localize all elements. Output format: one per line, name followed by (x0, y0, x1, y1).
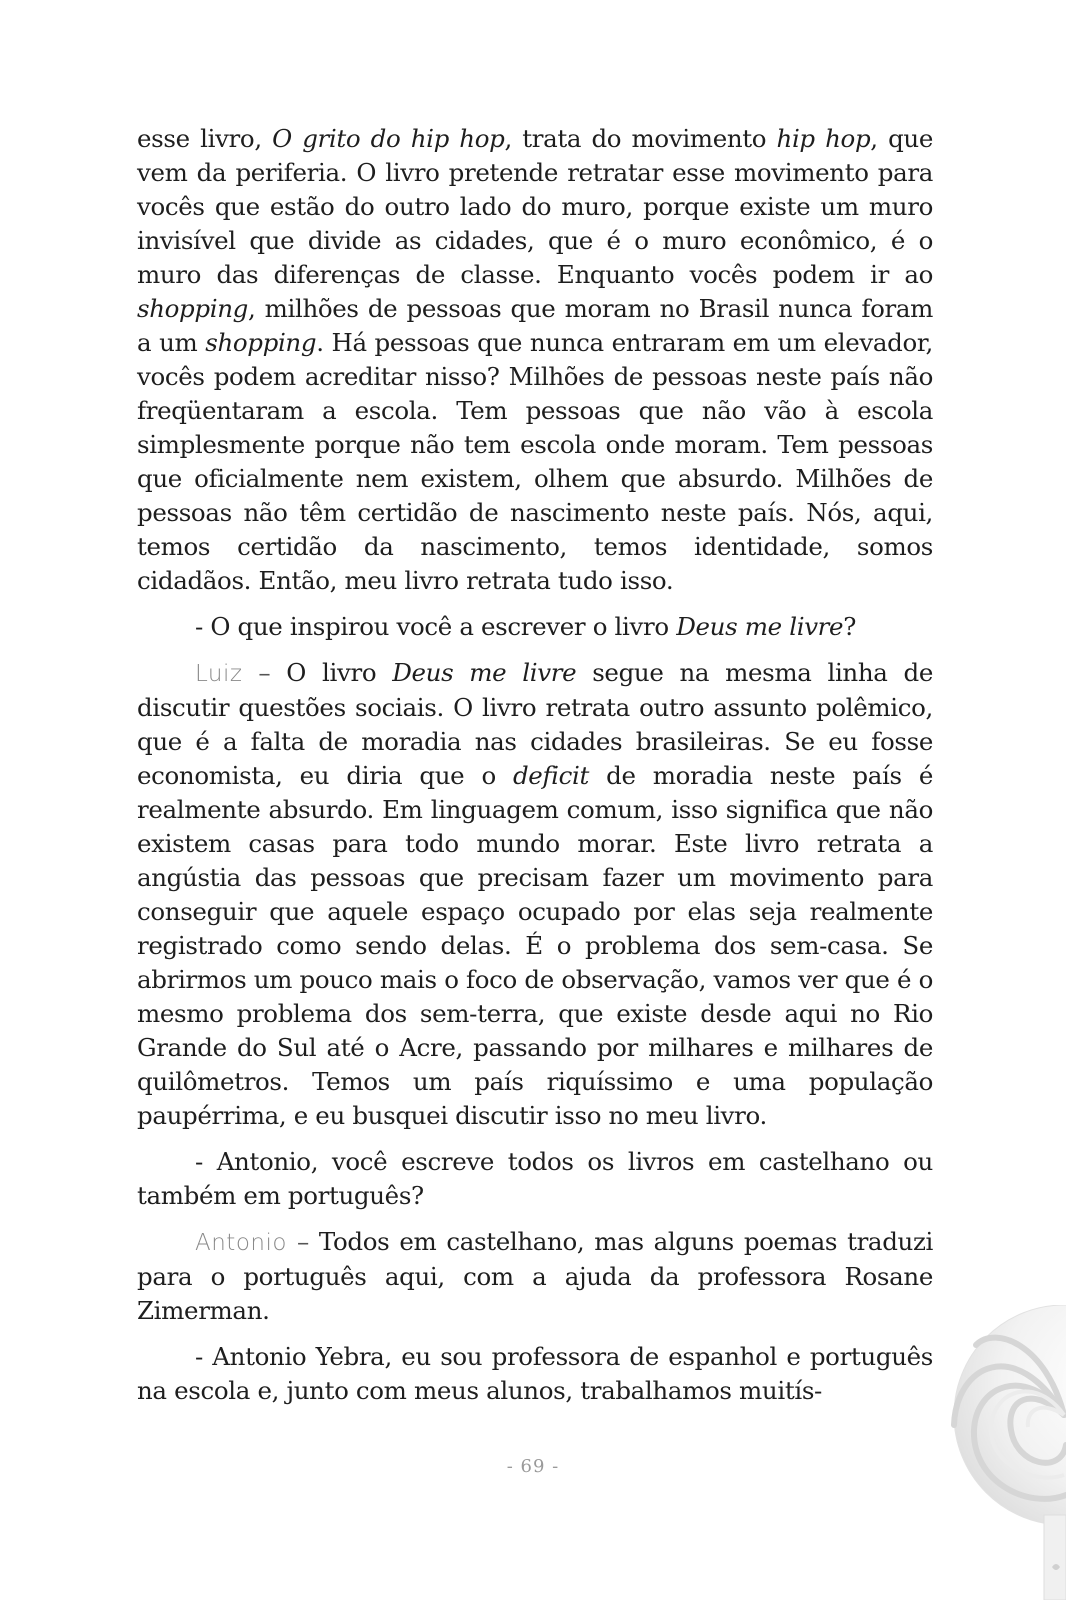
lollipop-illustration (936, 1305, 1066, 1600)
text-run: , que vem da periferia. O livro pretende retratar esse movimento para vocês que estão do outro lado do muro, porque existe um muro invisível que divide as cidades, que é o muro econômico, é o muro das diferenças de classe. Enquanto vocês podem ir ao (137, 124, 933, 289)
italic-term: O grito do hip hop (272, 124, 505, 153)
italic-term: deficit (512, 761, 590, 790)
text-run: Todos em castelhano, mas alguns poemas traduzi para o português aqui, com a ajuda da professora Rosane Zimerman. (137, 1227, 933, 1325)
speaker-label: Antonio (195, 1230, 287, 1256)
text-run: - Antonio, você escreve todos os livros em castelhano ou também em português? (137, 1147, 933, 1210)
text-run: , trata do movimento (504, 124, 777, 153)
speaker-dash: – (286, 1227, 319, 1256)
speaker-dash: – (242, 658, 287, 687)
italic-term: Deus me livre (392, 658, 577, 687)
text-run: segue na mesma linha de discutir questões sociais. O livro retrata outro assunto polêmico, que é a falta de moradia nas cidades brasileiras. Se eu fosse economista, eu diria que o (137, 658, 933, 790)
paragraph-p6 (137, 1340, 933, 1408)
paragraph-p4 (137, 1145, 933, 1213)
text-run: , milhões de pessoas que moram no Brasil nunca foram a um (137, 294, 933, 357)
paragraph-p1 (137, 122, 933, 598)
text-run: O livro (286, 658, 393, 687)
speaker-label: Luiz (195, 661, 243, 687)
text-run: - O que inspirou você a escrever o livro (195, 612, 677, 641)
text-run: esse livro, (137, 124, 273, 153)
body-text (137, 122, 933, 1408)
italic-term: shopping (137, 294, 248, 323)
text-run: ? (843, 612, 856, 641)
paragraph-p5 (137, 1225, 933, 1328)
text-run: de moradia neste país é realmente absurdo. Em linguagem comum, isso significa que não existem casas para todo mundo morar. Este livro retrata a angústia das pessoas que precisam fazer um movimento para conseguir que aquele espaço ocupado por elas seja realmente registrado como sendo delas. É o problema dos sem-casa. Se abrirmos um pouco mais o foco de observação, vamos ver que é o mesmo problema dos sem-terra, que existe desde aqui no Rio Grande do Sul até o Acre, passando por milhares e milhares de quilômetros. Temos um país riquíssimo e uma população paupérrima, e eu busquei discutir isso no meu livro. (137, 761, 933, 1130)
page-number: - 69 - (506, 1456, 560, 1477)
paragraph-p3 (137, 656, 933, 1133)
italic-term: hip hop (776, 124, 871, 153)
italic-term: Deus me livre (676, 612, 844, 641)
text-run: . Há pessoas que nunca entraram em um elevador, vocês podem acreditar nisso? Milhões de pessoas neste país não freqüentaram a escola. Tem pessoas que não vão à escola simplesmente porque não tem escola onde moram. Tem pessoas que oficialmente nem existem, olhem que absurdo. Milhões de pessoas não têm certidão de nascimento neste país. Nós, aqui, temos certidão da nascimento, temos identidade, somos cidadãos. Então, meu livro retrata tudo isso. (137, 328, 933, 595)
italic-term: shopping (205, 328, 317, 357)
paragraph-p2 (137, 610, 933, 644)
text-run: - Antonio Yebra, eu sou professora de espanhol e português na escola e, junto com meus alunos, trabalhamos muitís- (137, 1342, 933, 1405)
